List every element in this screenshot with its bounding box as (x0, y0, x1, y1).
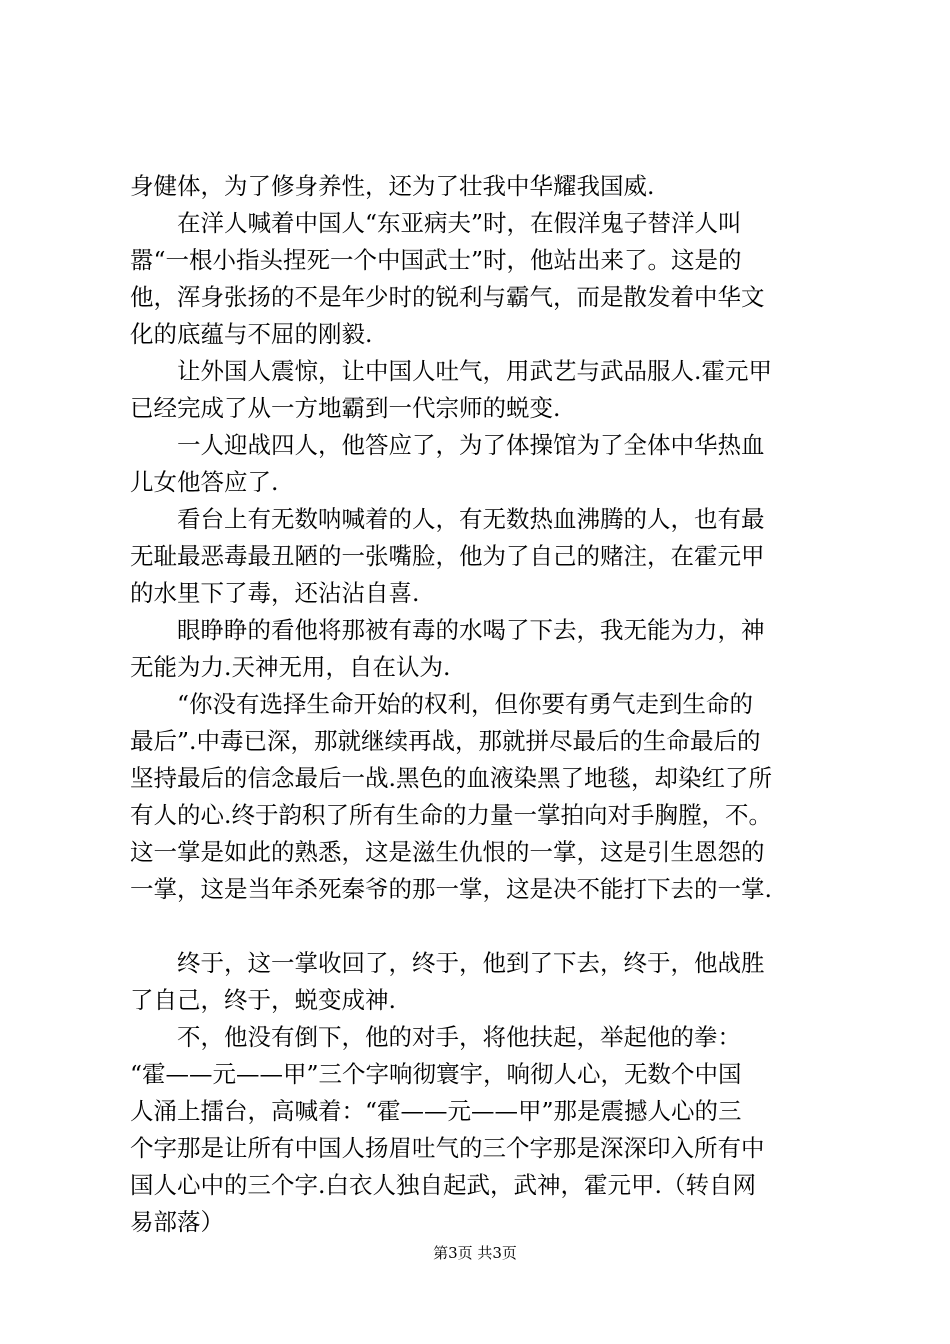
text-line: 个字那是让所有中国人扬眉吐气的三个字那是深深印入所有中 (130, 1134, 765, 1162)
text-line: 人涌上擂台，高喊着：“霍——元——甲”那是震撼人心的三 (130, 1097, 742, 1125)
text-line: 这一掌是如此的熟悉，这是滋生仇恨的一掌，这是引生恩怨的 (130, 838, 765, 866)
text-line: 一人迎战四人，他答应了，为了体操馆为了全体中华热血 (130, 431, 765, 459)
text-line: 在洋人喊着中国人“东亚病夫”时，在假洋鬼子替洋人叫 (130, 209, 742, 237)
text-line: 终于，这一掌收回了，终于，他到了下去，终于，他战胜 (130, 949, 765, 977)
text-line: 有人的心.终于韵积了所有生命的力量一掌拍向对手胸膛，不。 (130, 801, 772, 829)
text-line: 国人心中的三个字.白衣人独自起武，武神，霍元甲.（转自网 (130, 1171, 756, 1199)
blank-line (130, 908, 830, 945)
text-line: “霍——元——甲”三个字响彻寰宇，响彻人心，无数个中国 (130, 1060, 742, 1088)
text-line: 不，他没有倒下，他的对手，将他扶起，举起他的拳： (130, 1023, 741, 1051)
page-number: 第3页 共3页 (433, 1244, 517, 1262)
text-line: 最后”.中毒已深，那就继续再战，那就拼尽最后的生命最后的 (130, 727, 761, 755)
text-line: 看台上有无数呐喊着的人，有无数热血沸腾的人，也有最 (130, 505, 765, 533)
text-line: 易部落） (130, 1208, 224, 1236)
text-line: 已经完成了从一方地霸到一代宗师的蜕变. (130, 394, 561, 422)
text-line: 了自己，终于，蜕变成神. (130, 986, 396, 1014)
text-line: 他，浑身张扬的不是年少时的锐利与霸气，而是散发着中华文 (130, 283, 765, 311)
text-line: 眼睁睁的看他将那被有毒的水喝了下去，我无能为力，神 (130, 616, 765, 644)
text-line: 的水里下了毒，还沾沾自喜. (130, 579, 420, 607)
text-line: “你没有选择生命开始的权利，但你要有勇气走到生命的 (130, 690, 754, 718)
text-line: 身健体，为了修身养性，还为了壮我中华耀我国威. (130, 172, 655, 200)
text-line: 坚持最后的信念最后一战.黑色的血液染黑了地毯，却染红了所 (130, 764, 772, 792)
page-footer (0, 1243, 950, 1263)
text-line: 让外国人震惊，让中国人吐气，用武艺与武品服人.霍元甲 (130, 357, 772, 385)
text-line: 无耻最恶毒最丑陋的一张嘴脸，他为了自己的赌注，在霍元甲 (130, 542, 765, 570)
text-line: 儿女他答应了. (130, 468, 279, 496)
article-body (130, 168, 830, 1241)
text-line: 一掌，这是当年杀死秦爷的那一掌，这是决不能打下去的一掌. (130, 875, 772, 903)
text-line: 嚣“一根小指头捏死一个中国武士”时，他站出来了。这是的 (130, 246, 742, 274)
text-line: 化的底蕴与不屈的刚毅. (130, 320, 373, 348)
text-line: 无能为力.天神无用，自在认为. (130, 653, 451, 681)
